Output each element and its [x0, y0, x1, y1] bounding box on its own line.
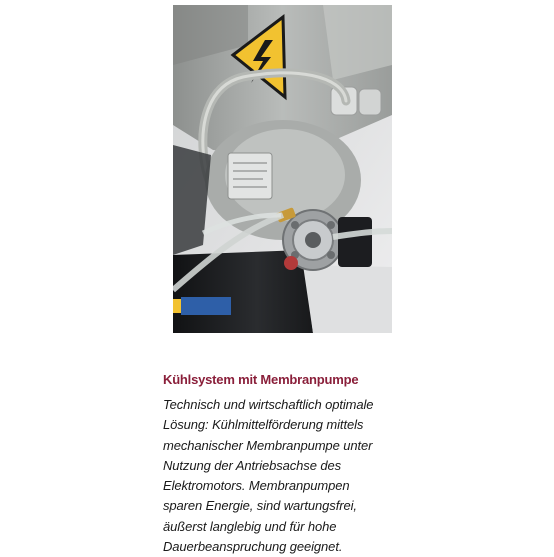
description-line: Technisch und wirtschaftlich optimale: [163, 397, 374, 412]
membrane-pump: [283, 210, 372, 270]
description-line: äußerst langlebig und für hohe: [163, 518, 337, 534]
section-heading: Kühlsystem mit Membranpumpe: [163, 372, 359, 387]
description-line: Lösung: Kühlmittelförderung mittels: [163, 417, 364, 433]
description-line: mechanischer Membranpumpe unter: [163, 437, 373, 453]
description-line: sparen Energie, sind wartungsfrei,: [163, 498, 357, 514]
description-text: [163, 395, 413, 557]
product-photo: [173, 5, 392, 333]
description-line: Dauerbeanspruchung geeignet.: [163, 539, 343, 555]
pump-illustration: [173, 5, 392, 333]
machine-label: [181, 297, 231, 315]
description-line: Elektromotors. Membranpumpen: [163, 478, 350, 494]
rating-plate: [228, 153, 272, 199]
description-line: Nutzung der Antriebsachse des: [163, 457, 342, 473]
